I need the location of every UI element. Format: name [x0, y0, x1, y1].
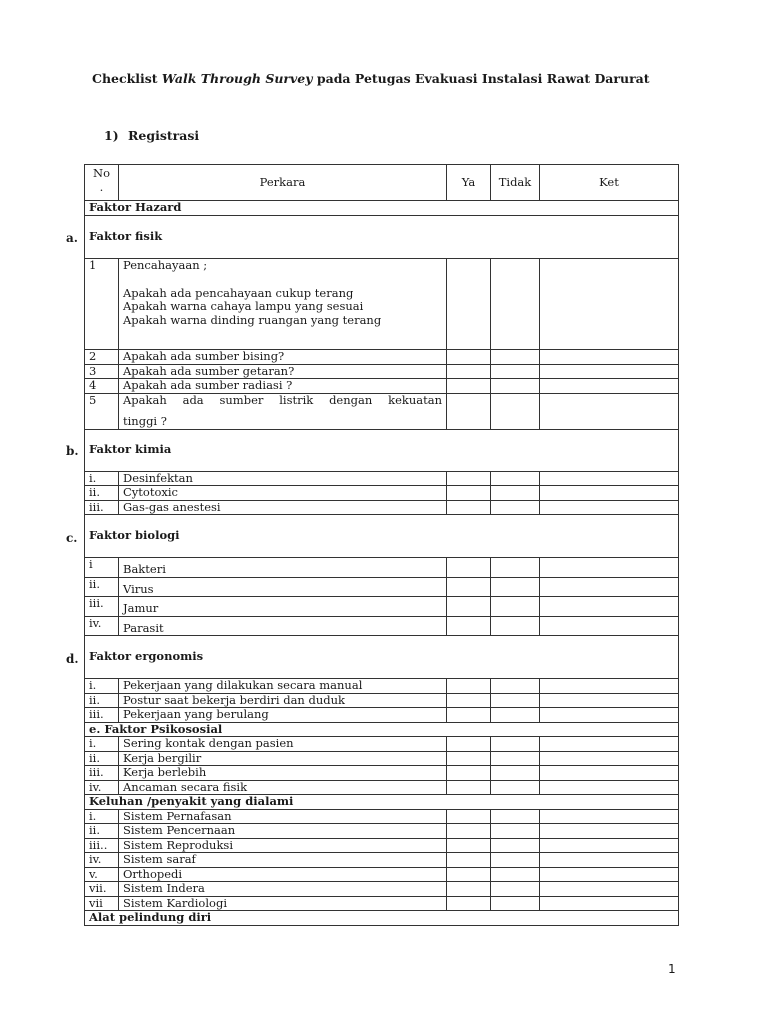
tidak-cell[interactable] [491, 737, 540, 752]
ket-cell[interactable] [540, 379, 679, 394]
tidak-cell[interactable] [491, 379, 540, 394]
section-fisik-title: Faktor fisik [85, 216, 679, 259]
table-row [85, 693, 679, 708]
section-ergonomis-row [85, 636, 679, 679]
faktor-hazard-row [85, 201, 679, 216]
biologi-items [85, 558, 679, 636]
ket-cell[interactable] [540, 364, 679, 379]
table-row [85, 809, 679, 824]
ket-cell[interactable] [540, 780, 679, 795]
ya-cell[interactable] [447, 500, 491, 515]
row-no: 5 [85, 393, 119, 429]
ket-cell[interactable] [540, 577, 679, 597]
table-row [85, 780, 679, 795]
table-row [85, 379, 679, 394]
row-perkara: Sistem saraf [119, 853, 447, 868]
row-no: ii. [85, 751, 119, 766]
ket-cell[interactable] [540, 838, 679, 853]
row-perkara: Pekerjaan yang berulang [119, 708, 447, 723]
tidak-cell[interactable] [491, 393, 540, 429]
row-no: 4 [85, 379, 119, 394]
table-row [85, 824, 679, 839]
table-row [85, 853, 679, 868]
header-ket: Ket [540, 165, 679, 201]
ya-cell[interactable] [447, 364, 491, 379]
row-no: 2 [85, 350, 119, 365]
psikososial-items [85, 737, 679, 795]
row-perkara: Sistem Indera [119, 882, 447, 897]
section-apd-title: Alat pelindung diri [85, 911, 679, 926]
ket-cell[interactable] [540, 558, 679, 578]
row-perkara [119, 259, 447, 350]
table-row [85, 737, 679, 752]
ket-cell[interactable] [540, 500, 679, 515]
row-perkara: Sistem Pernafasan [119, 809, 447, 824]
table-row [85, 616, 679, 636]
ya-cell[interactable] [447, 486, 491, 501]
row-no: 1 [85, 259, 119, 350]
ya-cell[interactable] [447, 882, 491, 897]
section-kimia-title: Faktor kimia [85, 429, 679, 471]
row-perkara: Jamur [119, 597, 447, 617]
tidak-cell[interactable] [491, 500, 540, 515]
table-row [85, 486, 679, 501]
ket-cell[interactable] [540, 737, 679, 752]
tidak-cell[interactable] [491, 780, 540, 795]
section-heading [104, 128, 199, 143]
table-row [85, 577, 679, 597]
row-no: ii. [85, 577, 119, 597]
title-italic-text: Walk Through Survey [161, 71, 313, 86]
tidak-cell[interactable] [491, 471, 540, 486]
row-no: vii. [85, 882, 119, 897]
row-perkara: Ancaman secara fisik [119, 780, 447, 795]
ya-cell[interactable] [447, 679, 491, 694]
ya-cell[interactable] [447, 597, 491, 617]
title-text-end: pada Petugas Evakuasi Instalasi Rawat Darurat [312, 71, 650, 86]
section-ergonomis-title: Faktor ergonomis [85, 636, 679, 679]
tidak-cell[interactable] [491, 679, 540, 694]
section-keluhan-title: Keluhan /penyakit yang dialami [85, 795, 679, 810]
section-fisik-row [85, 216, 679, 259]
letter-c: c. [66, 531, 78, 545]
ket-cell[interactable] [540, 393, 679, 429]
table-row [85, 751, 679, 766]
header-ya: Ya [447, 165, 491, 201]
header-no: No . [85, 165, 119, 201]
row-perkara: Desinfektan [119, 471, 447, 486]
table-row [85, 882, 679, 897]
tidak-cell[interactable] [491, 853, 540, 868]
ya-cell[interactable] [447, 867, 491, 882]
tidak-cell[interactable] [491, 867, 540, 882]
tidak-cell[interactable] [491, 766, 540, 781]
ya-cell[interactable] [447, 259, 491, 350]
row-no: iii. [85, 766, 119, 781]
tidak-cell[interactable] [491, 616, 540, 636]
ya-cell[interactable] [447, 766, 491, 781]
row-perkara: Orthopedi [119, 867, 447, 882]
table-row [85, 471, 679, 486]
row-no: iv. [85, 616, 119, 636]
ket-cell[interactable] [540, 751, 679, 766]
tidak-cell[interactable] [491, 751, 540, 766]
tidak-cell[interactable] [491, 693, 540, 708]
ya-cell[interactable] [447, 896, 491, 911]
ya-cell[interactable] [447, 577, 491, 597]
ya-cell[interactable] [447, 393, 491, 429]
ket-cell[interactable] [540, 853, 679, 868]
page-number: 1 [668, 962, 676, 976]
document-title [92, 71, 650, 86]
tidak-cell[interactable] [491, 364, 540, 379]
ya-cell[interactable] [447, 751, 491, 766]
ket-cell[interactable] [540, 867, 679, 882]
tidak-cell[interactable] [491, 558, 540, 578]
row-perkara: Sistem Pencernaan [119, 824, 447, 839]
question-text: Apakah warna cahaya lampu yang sesuai [123, 299, 364, 313]
checklist-table [84, 164, 679, 926]
ya-cell[interactable] [447, 853, 491, 868]
section-psikososial-row [85, 722, 679, 737]
ya-cell[interactable] [447, 838, 491, 853]
row-no: iii. [85, 708, 119, 723]
row-no: v. [85, 867, 119, 882]
row-perkara: Apakah ada sumber radiasi ? [119, 379, 447, 394]
table-row [85, 558, 679, 578]
tidak-cell[interactable] [491, 350, 540, 365]
row-perkara: Kerja bergilir [119, 751, 447, 766]
question-text: Apakah ada pencahayaan cukup terang [123, 285, 354, 300]
row-perkara: Sistem Reproduksi [119, 838, 447, 853]
row-no: i [85, 558, 119, 578]
ket-cell[interactable] [540, 824, 679, 839]
table-row [85, 500, 679, 515]
ket-cell[interactable] [540, 597, 679, 617]
tidak-cell[interactable] [491, 577, 540, 597]
ket-cell[interactable] [540, 809, 679, 824]
row-no: i. [85, 809, 119, 824]
letter-a: a. [66, 231, 78, 245]
row-perkara: Cytotoxic [119, 486, 447, 501]
tidak-cell[interactable] [491, 838, 540, 853]
row-no: i. [85, 679, 119, 694]
ket-cell[interactable] [540, 259, 679, 350]
table-row [85, 708, 679, 723]
ket-cell[interactable] [540, 708, 679, 723]
ya-cell[interactable] [447, 780, 491, 795]
tidak-cell[interactable] [491, 809, 540, 824]
row-perkara: Postur saat bekerja berdiri dan duduk [119, 693, 447, 708]
row-perkara: Parasit [119, 616, 447, 636]
ya-cell[interactable] [447, 809, 491, 824]
ket-cell[interactable] [540, 766, 679, 781]
row-no: iii.. [85, 838, 119, 853]
section-label: Registrasi [128, 128, 200, 143]
table-row [85, 259, 679, 350]
row-no: ii. [85, 824, 119, 839]
row-perkara: Virus [119, 577, 447, 597]
row-perkara: Apakah ada sumber getaran? [119, 364, 447, 379]
ket-cell[interactable] [540, 350, 679, 365]
ket-cell[interactable] [540, 882, 679, 897]
section-kimia-row [85, 429, 679, 471]
ya-cell[interactable] [447, 693, 491, 708]
table-row [85, 838, 679, 853]
tidak-cell[interactable] [491, 597, 540, 617]
tidak-cell[interactable] [491, 896, 540, 911]
row-perkara: Apakah ada sumber bising? [119, 350, 447, 365]
ya-cell[interactable] [447, 737, 491, 752]
table-row [85, 364, 679, 379]
row-perkara: Kerja berlebih [119, 766, 447, 781]
table-row [85, 597, 679, 617]
kimia-items [85, 471, 679, 515]
table-row [85, 896, 679, 911]
ya-cell[interactable] [447, 708, 491, 723]
ket-cell[interactable] [540, 693, 679, 708]
ket-cell[interactable] [540, 616, 679, 636]
row-no: 3 [85, 364, 119, 379]
faktor-hazard-label: Faktor Hazard [85, 201, 679, 216]
section-keluhan-row [85, 795, 679, 810]
title-text: Checklist [92, 71, 162, 86]
ya-cell[interactable] [447, 616, 491, 636]
row-perkara: Sistem Kardiologi [119, 896, 447, 911]
row-perkara: Gas-gas anestesi [119, 500, 447, 515]
header-tidak: Tidak [491, 165, 540, 201]
ergonomis-items [85, 679, 679, 723]
header-row [85, 165, 679, 201]
tidak-cell[interactable] [491, 259, 540, 350]
tidak-cell[interactable] [491, 882, 540, 897]
table-row [85, 679, 679, 694]
section-number: 1) [104, 128, 119, 143]
letter-b: b. [66, 444, 79, 458]
ket-cell[interactable] [540, 679, 679, 694]
ket-cell[interactable] [540, 486, 679, 501]
row-no: i. [85, 471, 119, 486]
question-text: Apakah ada sumber listrik dengan kekuatan [123, 393, 442, 407]
ya-cell[interactable] [447, 471, 491, 486]
letter-d: d. [66, 652, 79, 666]
header-perkara: Perkara [119, 165, 447, 201]
ya-cell[interactable] [447, 379, 491, 394]
ya-cell[interactable] [447, 824, 491, 839]
ya-cell[interactable] [447, 558, 491, 578]
row-perkara: Sering kontak dengan pasien [119, 737, 447, 752]
tidak-cell[interactable] [491, 708, 540, 723]
row-no: iv. [85, 780, 119, 795]
row-perkara: Bakteri [119, 558, 447, 578]
table-row [85, 766, 679, 781]
row-no: vii [85, 896, 119, 911]
row-no: iii. [85, 597, 119, 617]
row-no: iii. [85, 500, 119, 515]
row-no: ii. [85, 693, 119, 708]
pencahayaan-label: Pencahayaan ; [123, 258, 208, 272]
table-row [85, 867, 679, 882]
section-biologi-row [85, 515, 679, 558]
row-perkara [119, 393, 447, 429]
row-perkara: Pekerjaan yang dilakukan secara manual [119, 679, 447, 694]
table-row [85, 393, 679, 429]
row-no: iv. [85, 853, 119, 868]
section-psikososial-title: e. Faktor Psikososial [85, 722, 679, 737]
tidak-cell[interactable] [491, 824, 540, 839]
section-apd-row [85, 911, 679, 926]
tidak-cell[interactable] [491, 486, 540, 501]
ket-cell[interactable] [540, 471, 679, 486]
row-no: i. [85, 737, 119, 752]
question-text: Apakah warna dinding ruangan yang terang [123, 312, 382, 327]
ya-cell[interactable] [447, 350, 491, 365]
row-no: ii. [85, 486, 119, 501]
question-text: tinggi ? [123, 414, 167, 428]
section-biologi-title: Faktor biologi [85, 515, 679, 558]
table-row [85, 350, 679, 365]
ket-cell[interactable] [540, 896, 679, 911]
keluhan-items [85, 809, 679, 911]
